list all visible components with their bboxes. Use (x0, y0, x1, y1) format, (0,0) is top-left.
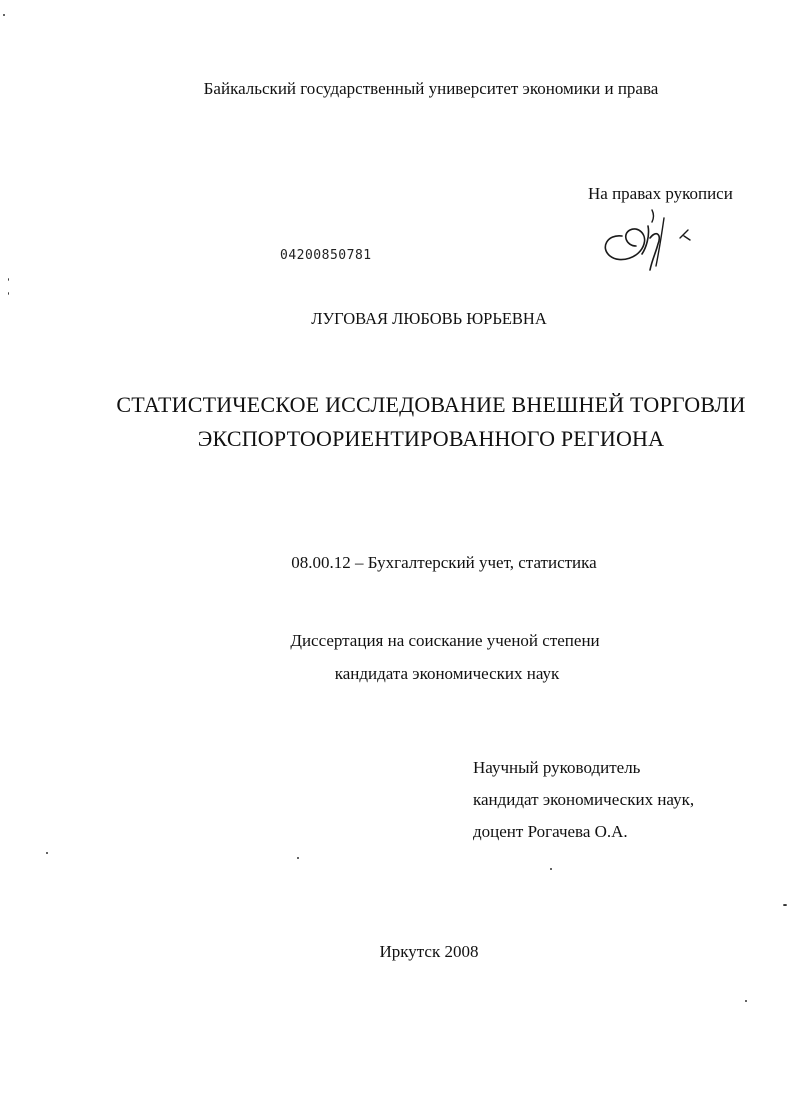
university-name: Байкальский государственный университет экономики и права (203, 79, 659, 98)
scan-speck (745, 1000, 747, 1002)
scan-speck (550, 868, 552, 870)
degree-line-2: кандидата экономических наук (334, 664, 560, 683)
author-name: ЛУГОВАЯ ЛЮБОВЬ ЮРЬЕВНА (311, 309, 547, 328)
registration-code: 04200850781 (280, 248, 372, 263)
scan-speck (46, 852, 48, 854)
scan-speck (297, 857, 299, 859)
scan-speck (3, 14, 5, 16)
specialty-code: 08.00.12 – Бухгалтерский учет, статистика (291, 553, 597, 572)
manuscript-note: На правах рукописи (588, 184, 733, 203)
supervisor-label: Научный руководитель (473, 758, 641, 777)
scan-speck (8, 292, 9, 295)
dissertation-title-line-1: СТАТИСТИЧЕСКОЕ ИССЛЕДОВАНИЕ ВНЕШНЕЙ ТОРГОВЛИ (116, 392, 746, 417)
scan-speck (783, 904, 787, 906)
handwritten-signature-icon (592, 196, 702, 276)
scan-speck (8, 278, 9, 281)
supervisor-degree: кандидат экономических наук, (473, 790, 695, 809)
city-year: Иркутск 2008 (379, 942, 479, 961)
dissertation-title-line-2: ЭКСПОРТООРИЕНТИРОВАННОГО РЕГИОНА (197, 426, 665, 451)
supervisor-name: доцент Рогачева О.А. (473, 822, 628, 841)
degree-line-1: Диссертация на соискание ученой степени (290, 631, 600, 650)
